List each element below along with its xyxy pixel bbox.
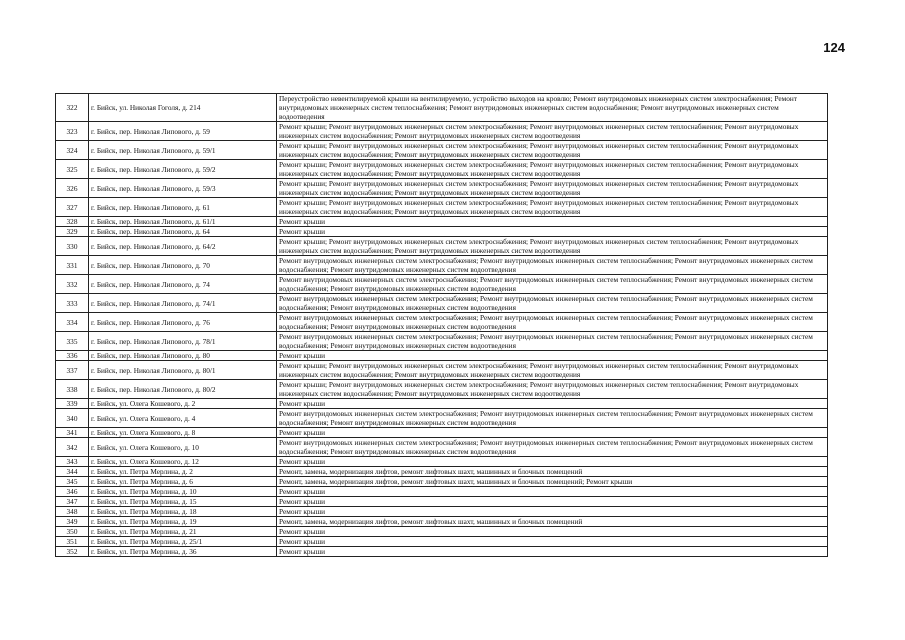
- table-row: [56, 122, 828, 141]
- row-number: 351: [56, 537, 89, 547]
- row-number: 352: [56, 547, 89, 557]
- address-cell: г. Бийск, ул. Петра Мерлина, д. 15: [89, 497, 277, 507]
- address-cell: г. Бийск, пер. Николая Липового, д. 76: [89, 313, 277, 332]
- row-number: 333: [56, 294, 89, 313]
- work-type-cell: Ремонт крыши; Ремонт внутридомовых инженерных систем электроснабжения; Ремонт внутридомовых инженерных систем теплоснабжения; Ремонт внутридомовых инженерных систем водоснабжения; Ремонт внутридомовых инженерных систем водоотведения: [277, 380, 828, 399]
- work-type-cell: Ремонт внутридомовых инженерных систем электроснабжения; Ремонт внутридомовых инженерных систем теплоснабжения; Ремонт внутридомовых инженерных систем водоснабжения; Ремонт внутридомовых инженерных систем водоотведения: [277, 313, 828, 332]
- row-number: 349: [56, 517, 89, 527]
- address-cell: г. Бийск, ул. Петра Мерлина, д. 2: [89, 467, 277, 477]
- table-row: [56, 313, 828, 332]
- row-number: 339: [56, 399, 89, 409]
- work-type-cell: Ремонт крыши: [277, 428, 828, 438]
- work-type-cell: Ремонт крыши: [277, 351, 828, 361]
- work-type-cell: Ремонт внутридомовых инженерных систем электроснабжения; Ремонт внутридомовых инженерных систем теплоснабжения; Ремонт внутридомовых инженерных систем водоснабжения; Ремонт внутридомовых инженерных систем водоотведения: [277, 438, 828, 457]
- row-number: 328: [56, 217, 89, 227]
- address-cell: г. Бийск, ул. Петра Мерлина, д. 6: [89, 477, 277, 487]
- work-type-cell: Ремонт крыши: [277, 217, 828, 227]
- table-row: [56, 275, 828, 294]
- table-row: [56, 399, 828, 409]
- row-number: 322: [56, 94, 89, 122]
- row-number: 330: [56, 237, 89, 256]
- address-cell: г. Бийск, пер. Николая Липового, д. 74: [89, 275, 277, 294]
- address-cell: г. Бийск, ул. Олега Кошевого, д. 10: [89, 438, 277, 457]
- work-type-cell: Ремонт крыши: [277, 547, 828, 557]
- address-cell: г. Бийск, пер. Николая Липового, д. 80: [89, 351, 277, 361]
- work-type-cell: Ремонт внутридомовых инженерных систем электроснабжения; Ремонт внутридомовых инженерных систем теплоснабжения; Ремонт внутридомовых инженерных систем водоснабжения; Ремонт внутридомовых инженерных систем водоотведения: [277, 275, 828, 294]
- row-number: 334: [56, 313, 89, 332]
- address-cell: г. Бийск, пер. Николая Липового, д. 64: [89, 227, 277, 237]
- table-row: [56, 237, 828, 256]
- table-row: [56, 380, 828, 399]
- address-cell: г. Бийск, ул. Петра Мерлина, д. 19: [89, 517, 277, 527]
- table-row: [56, 477, 828, 487]
- row-number: 335: [56, 332, 89, 351]
- row-number: 342: [56, 438, 89, 457]
- address-cell: г. Бийск, пер. Николая Липового, д. 64/2: [89, 237, 277, 256]
- address-cell: г. Бийск, ул. Петра Мерлина, д. 25/1: [89, 537, 277, 547]
- work-type-cell: Ремонт крыши; Ремонт внутридомовых инженерных систем электроснабжения; Ремонт внутридомовых инженерных систем теплоснабжения; Ремонт внутридомовых инженерных систем водоснабжения; Ремонт внутридомовых инженерных систем водоотведения: [277, 198, 828, 217]
- address-cell: г. Бийск, ул. Петра Мерлина, д. 21: [89, 527, 277, 537]
- address-cell: г. Бийск, ул. Олега Кошевого, д. 8: [89, 428, 277, 438]
- address-cell: г. Бийск, ул. Олега Кошевого, д. 12: [89, 457, 277, 467]
- row-number: 348: [56, 507, 89, 517]
- row-number: 336: [56, 351, 89, 361]
- table-row: [56, 256, 828, 275]
- address-cell: г. Бийск, ул. Петра Мерлина, д. 18: [89, 507, 277, 517]
- work-type-cell: Ремонт, замена, модернизация лифтов, ремонт лифтовых шахт, машинных и блочных помещений: [277, 467, 828, 477]
- table-row: [56, 160, 828, 179]
- row-number: 347: [56, 497, 89, 507]
- table-row: [56, 332, 828, 351]
- address-cell: г. Бийск, пер. Николая Липового, д. 80/2: [89, 380, 277, 399]
- row-number: 326: [56, 179, 89, 198]
- work-type-cell: Переустройство невентилируемой крыши на вентилируемую, устройство выходов на кровлю; Ремонт внутридомовых инженерных систем электроснабжения; Ремонт внутридомовых инженерных систем теплоснабжения; Ремонт внутридомовых инженерных систем водоснабжения; Ремонт внутридомовых инженерных систем водоотведения: [277, 94, 828, 122]
- work-type-cell: Ремонт крыши: [277, 457, 828, 467]
- table-row: [56, 527, 828, 537]
- address-cell: г. Бийск, ул. Николая Гоголя, д. 214: [89, 94, 277, 122]
- address-cell: г. Бийск, пер. Николая Липового, д. 74/1: [89, 294, 277, 313]
- work-type-cell: Ремонт крыши: [277, 227, 828, 237]
- work-type-cell: Ремонт крыши; Ремонт внутридомовых инженерных систем электроснабжения; Ремонт внутридомовых инженерных систем теплоснабжения; Ремонт внутридомовых инженерных систем водоснабжения; Ремонт внутридомовых инженерных систем водоотведения: [277, 141, 828, 160]
- work-type-cell: Ремонт крыши; Ремонт внутридомовых инженерных систем электроснабжения; Ремонт внутридомовых инженерных систем теплоснабжения; Ремонт внутридомовых инженерных систем водоснабжения; Ремонт внутридомовых инженерных систем водоотведения: [277, 122, 828, 141]
- table-row: [56, 457, 828, 467]
- table-row: [56, 497, 828, 507]
- row-number: 327: [56, 198, 89, 217]
- address-cell: г. Бийск, пер. Николая Липового, д. 80/1: [89, 361, 277, 380]
- work-type-cell: Ремонт крыши: [277, 487, 828, 497]
- address-cell: г. Бийск, пер. Николая Липового, д. 59/3: [89, 179, 277, 198]
- work-type-cell: Ремонт, замена, модернизация лифтов, ремонт лифтовых шахт, машинных и блочных помещений; Ремонт крыши: [277, 477, 828, 487]
- row-number: 341: [56, 428, 89, 438]
- table-row: [56, 467, 828, 477]
- work-type-cell: Ремонт внутридомовых инженерных систем электроснабжения; Ремонт внутридомовых инженерных систем теплоснабжения; Ремонт внутридомовых инженерных систем водоснабжения; Ремонт внутридомовых инженерных систем водоотведения: [277, 256, 828, 275]
- work-type-cell: Ремонт крыши; Ремонт внутридомовых инженерных систем электроснабжения; Ремонт внутридомовых инженерных систем теплоснабжения; Ремонт внутридомовых инженерных систем водоснабжения; Ремонт внутридомовых инженерных систем водоотведения: [277, 160, 828, 179]
- table-row: [56, 438, 828, 457]
- address-cell: г. Бийск, пер. Николая Липового, д. 59/2: [89, 160, 277, 179]
- address-cell: г. Бийск, пер. Николая Липового, д. 70: [89, 256, 277, 275]
- work-type-cell: Ремонт, замена, модернизация лифтов, ремонт лифтовых шахт, машинных и блочных помещений: [277, 517, 828, 527]
- row-number: 331: [56, 256, 89, 275]
- table-row: [56, 94, 828, 122]
- table-row: [56, 198, 828, 217]
- address-cell: г. Бийск, ул. Олега Кошевого, д. 2: [89, 399, 277, 409]
- address-cell: г. Бийск, пер. Николая Липового, д. 59: [89, 122, 277, 141]
- row-number: 324: [56, 141, 89, 160]
- work-type-cell: Ремонт крыши: [277, 497, 828, 507]
- work-type-cell: Ремонт крыши: [277, 399, 828, 409]
- table-row: [56, 294, 828, 313]
- work-type-cell: Ремонт внутридомовых инженерных систем электроснабжения; Ремонт внутридомовых инженерных систем теплоснабжения; Ремонт внутридомовых инженерных систем водоснабжения; Ремонт внутридомовых инженерных систем водоотведения: [277, 294, 828, 313]
- address-cell: г. Бийск, ул. Петра Мерлина, д. 10: [89, 487, 277, 497]
- row-number: 337: [56, 361, 89, 380]
- work-type-cell: Ремонт крыши: [277, 507, 828, 517]
- address-cell: г. Бийск, пер. Николая Липового, д. 59/1: [89, 141, 277, 160]
- address-cell: г. Бийск, ул. Петра Мерлина, д. 36: [89, 547, 277, 557]
- page-number: 124: [823, 40, 845, 55]
- work-type-cell: Ремонт внутридомовых инженерных систем электроснабжения; Ремонт внутридомовых инженерных систем теплоснабжения; Ремонт внутридомовых инженерных систем водоснабжения; Ремонт внутридомовых инженерных систем водоотведения: [277, 332, 828, 351]
- address-cell: г. Бийск, пер. Николая Липового, д. 61: [89, 198, 277, 217]
- row-number: 329: [56, 227, 89, 237]
- row-number: 344: [56, 467, 89, 477]
- row-number: 346: [56, 487, 89, 497]
- address-cell: г. Бийск, пер. Николая Липового, д. 78/1: [89, 332, 277, 351]
- table-row: [56, 179, 828, 198]
- row-number: 343: [56, 457, 89, 467]
- table-row: [56, 547, 828, 557]
- address-cell: г. Бийск, пер. Николая Липового, д. 61/1: [89, 217, 277, 227]
- table-row: [56, 217, 828, 227]
- row-number: 345: [56, 477, 89, 487]
- row-number: 340: [56, 409, 89, 428]
- table-row: [56, 351, 828, 361]
- row-number: 350: [56, 527, 89, 537]
- work-type-cell: Ремонт крыши; Ремонт внутридомовых инженерных систем электроснабжения; Ремонт внутридомовых инженерных систем теплоснабжения; Ремонт внутридомовых инженерных систем водоснабжения; Ремонт внутридомовых инженерных систем водоотведения: [277, 237, 828, 256]
- table-row: [56, 428, 828, 438]
- table-row: [56, 361, 828, 380]
- work-type-cell: Ремонт крыши; Ремонт внутридомовых инженерных систем электроснабжения; Ремонт внутридомовых инженерных систем теплоснабжения; Ремонт внутридомовых инженерных систем водоснабжения; Ремонт внутридомовых инженерных систем водоотведения: [277, 361, 828, 380]
- repair-works-table: [55, 93, 828, 557]
- table-row: [56, 227, 828, 237]
- address-cell: г. Бийск, ул. Олега Кошевого, д. 4: [89, 409, 277, 428]
- work-type-cell: Ремонт крыши: [277, 527, 828, 537]
- row-number: 332: [56, 275, 89, 294]
- table-body: [56, 94, 828, 557]
- work-type-cell: Ремонт крыши: [277, 537, 828, 547]
- table-row: [56, 409, 828, 428]
- row-number: 338: [56, 380, 89, 399]
- work-type-cell: Ремонт крыши; Ремонт внутридомовых инженерных систем электроснабжения; Ремонт внутридомовых инженерных систем теплоснабжения; Ремонт внутридомовых инженерных систем водоснабжения; Ремонт внутридомовых инженерных систем водоотведения: [277, 179, 828, 198]
- work-type-cell: Ремонт внутридомовых инженерных систем электроснабжения; Ремонт внутридомовых инженерных систем теплоснабжения; Ремонт внутридомовых инженерных систем водоснабжения; Ремонт внутридомовых инженерных систем водоотведения: [277, 409, 828, 428]
- table-row: [56, 537, 828, 547]
- table-row: [56, 141, 828, 160]
- table-row: [56, 517, 828, 527]
- table-row: [56, 487, 828, 497]
- table-row: [56, 507, 828, 517]
- row-number: 323: [56, 122, 89, 141]
- row-number: 325: [56, 160, 89, 179]
